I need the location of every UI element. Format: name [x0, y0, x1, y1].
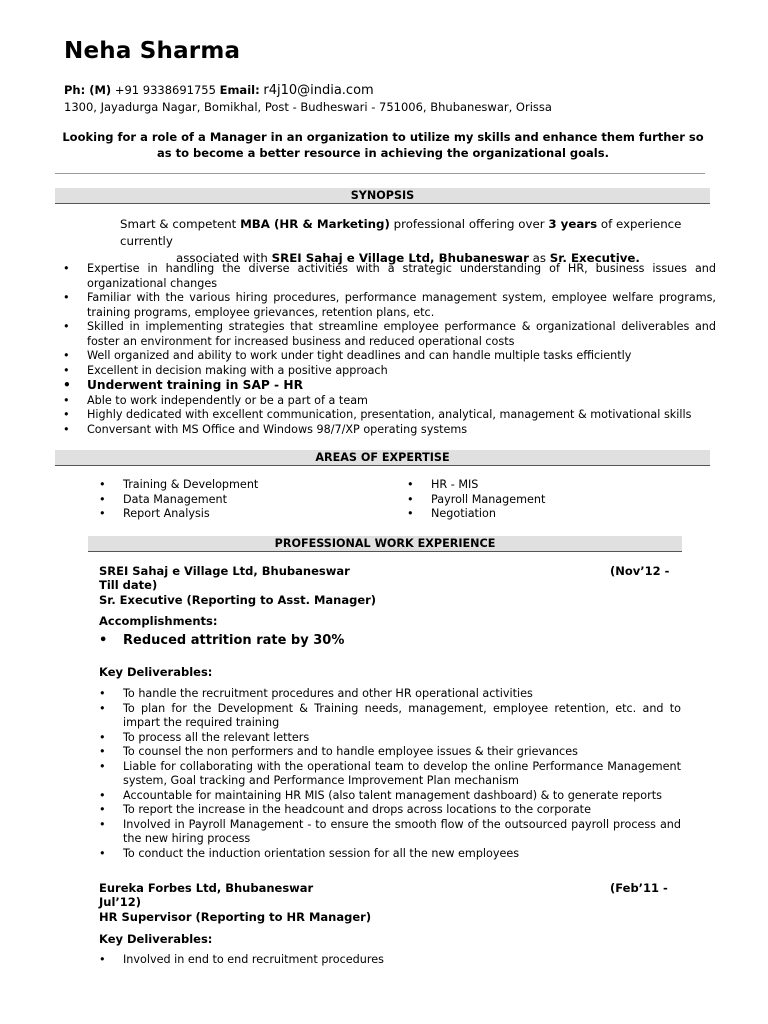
- phone-number: +91 9338691755: [114, 83, 216, 97]
- job1-title: Sr. Executive (Reporting to Asst. Manager): [99, 593, 377, 607]
- list-item: • Liable for collaborating with the operational team to develop the online Performance Management system, Goal tracking and Performance Improvement Plan mechanism: [123, 760, 681, 789]
- list-item: • Report Analysis: [123, 507, 363, 522]
- job2-dates-start: (Feb’11 -: [610, 881, 668, 895]
- list-item: • Highly dedicated with excellent communication, presentation, analytical, management & motivational skills: [87, 408, 716, 423]
- list-item: • Expertise in handling the diverse activities with a strategic understanding of HR, business issues and organizational changes: [87, 262, 716, 291]
- list-item: • Training & Development: [123, 478, 363, 493]
- list-item: • Involved in end to end recruitment procedures: [123, 953, 681, 968]
- job1-dates-end: Till date): [99, 578, 158, 592]
- list-item: • Excellent in decision making with a positive approach: [87, 364, 716, 379]
- divider: [55, 173, 705, 174]
- list-item: • HR - MIS: [431, 478, 671, 493]
- list-item: • Data Management: [123, 493, 363, 508]
- email-address[interactable]: r4j10@india.com: [263, 83, 374, 98]
- expertise-column-right: [431, 478, 671, 522]
- list-item: • To conduct the induction orientation session for all the new employees: [123, 847, 681, 862]
- phone-label: Ph: (M): [64, 83, 112, 97]
- intro-role: Sr. Executive.: [549, 251, 640, 265]
- job2-deliverables: [123, 953, 681, 968]
- key-deliverables-label: Key Deliverables:: [99, 932, 213, 946]
- list-item: • To handle the recruitment procedures and other HR operational activities: [123, 687, 681, 702]
- intro-text: as: [528, 251, 550, 265]
- job2-dates-end: Jul’12): [99, 895, 142, 909]
- address-line: 1300, Jayadurga Nagar, Bomikhal, Post - Budheswari - 751006, Bhubaneswar, Orissa: [64, 100, 552, 114]
- career-objective: Looking for a role of a Manager in an organization to utilize my skills and enhance them further so as to become a better resource in achieving the organizational goals.: [62, 130, 704, 160]
- synopsis-heading: SYNOPSIS: [55, 188, 710, 204]
- expertise-column-left: [123, 478, 363, 522]
- job1-dates-start: (Nov’12 -: [610, 564, 670, 578]
- list-item: • Accountable for maintaining HR MIS (also talent management dashboard) & to generate reports: [123, 789, 681, 804]
- job2-title: HR Supervisor (Reporting to HR Manager): [99, 910, 372, 924]
- job1-company: SREI Sahaj e Village Ltd, Bhubaneswar: [99, 564, 350, 578]
- list-item: • Negotiation: [431, 507, 671, 522]
- key-deliverables-label: Key Deliverables:: [99, 665, 213, 679]
- job1-deliverables: [123, 687, 681, 861]
- list-item: • Involved in Payroll Management - to ensure the smooth flow of the outsourced payroll process and the new hiring process: [123, 818, 681, 847]
- list-item: • To process all the relevant letters: [123, 731, 681, 746]
- list-item: • Reduced attrition rate by 30%: [123, 634, 683, 649]
- contact-line: [64, 83, 374, 98]
- experience-heading: PROFESSIONAL WORK EXPERIENCE: [88, 536, 682, 552]
- intro-text: professional offering over: [389, 217, 549, 231]
- candidate-name: Neha Sharma: [64, 38, 241, 64]
- synopsis-list: [87, 262, 716, 437]
- intro-years: 3 years: [548, 217, 598, 231]
- email-label: Email:: [219, 83, 260, 97]
- list-item: • Well organized and ability to work under tight deadlines and can handle multiple tasks efficiently: [87, 349, 716, 364]
- expertise-heading: AREAS OF EXPERTISE: [55, 450, 710, 466]
- synopsis-intro: [100, 216, 710, 267]
- intro-text: associated with: [176, 251, 272, 265]
- list-item: • Conversant with MS Office and Windows 98/7/XP operating systems: [87, 423, 716, 438]
- list-item: • Able to work independently or be a part of a team: [87, 394, 716, 409]
- intro-company: SREI Sahaj e Village Ltd, Bhubaneswar: [271, 251, 529, 265]
- intro-text: of experience currently: [120, 217, 682, 248]
- accomplishments-list: [123, 634, 683, 649]
- list-item: • Familiar with the various hiring procedures, performance management system, employee welfare programs, training programs, employee grievances, retention plans, etc.: [87, 291, 716, 320]
- list-item: • Underwent training in SAP - HR: [87, 378, 716, 394]
- job2-company: Eureka Forbes Ltd, Bhubaneswar: [99, 881, 314, 895]
- list-item: • To counsel the non performers and to handle employee issues & their grievances: [123, 745, 681, 760]
- list-item: • To plan for the Development & Training needs, management, employee retention, etc. and to impart the required training: [123, 702, 681, 731]
- list-item: • Payroll Management: [431, 493, 671, 508]
- list-item: • Skilled in implementing strategies that streamline employee performance & organizational deliverables and foster an environment for increased business and reduced operational costs: [87, 320, 716, 349]
- intro-text: Smart & competent: [120, 217, 241, 231]
- intro-degree: MBA (HR & Marketing): [240, 217, 390, 231]
- accomplishments-label: Accomplishments:: [99, 614, 218, 628]
- list-item: • To report the increase in the headcount and drops across locations to the corporate: [123, 803, 681, 818]
